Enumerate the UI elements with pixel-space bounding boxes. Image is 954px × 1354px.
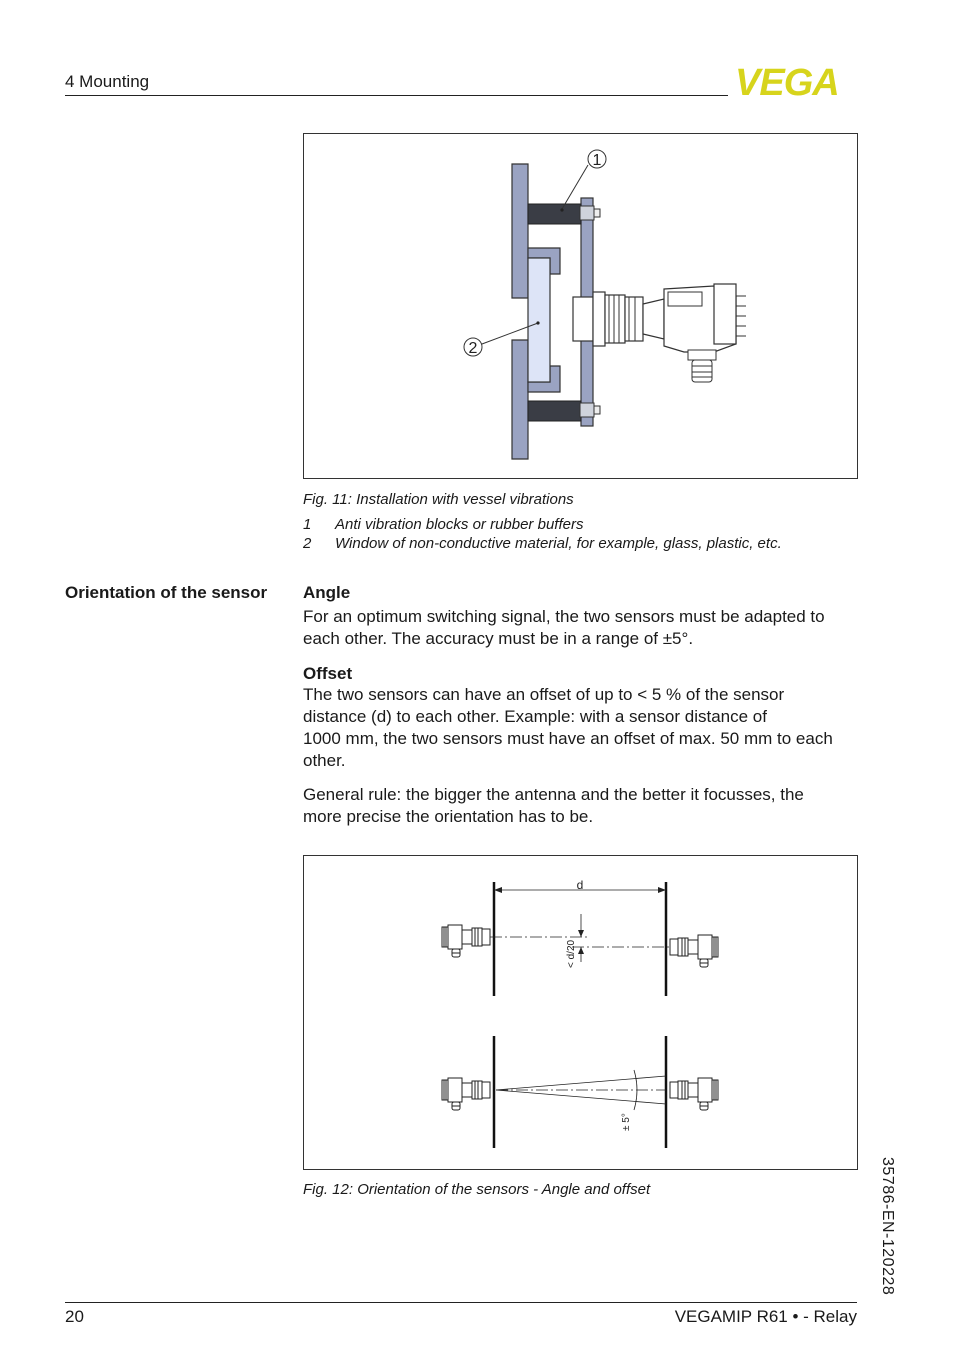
product-name: VEGAMIP R61 • - Relay bbox=[674, 1307, 857, 1326]
callout-1: 1 bbox=[592, 152, 602, 169]
offset-heading: Offset bbox=[303, 664, 353, 683]
text-line: other. bbox=[303, 751, 346, 770]
offset-paragraph bbox=[303, 684, 859, 772]
general-rule-paragraph bbox=[303, 784, 859, 828]
text-line: distance (d) to each other. Example: with a sensor distance of bbox=[303, 707, 767, 726]
legend-num: 1 bbox=[303, 516, 312, 533]
angle-heading: Angle bbox=[303, 583, 351, 602]
figure-12-orientation-diagram bbox=[303, 855, 858, 1170]
text-line: more precise the orientation has to be. bbox=[303, 807, 594, 826]
text-line: For an optimum switching signal, the two sensors must be adapted to bbox=[303, 607, 825, 626]
legend-item-1 bbox=[303, 516, 583, 533]
logo-text: VEGA bbox=[735, 64, 839, 98]
angle-label: ± 5° bbox=[621, 1113, 632, 1131]
text-line: 1000 mm, the two sensors must have an offset of max. 50 mm to each bbox=[303, 729, 833, 748]
legend-num: 2 bbox=[303, 535, 312, 552]
header-rule bbox=[65, 95, 728, 96]
callout-2: 2 bbox=[468, 340, 478, 357]
legend-text: Anti vibration blocks or rubber buffers bbox=[335, 516, 584, 533]
document-number: 35786-EN-120228 bbox=[879, 1157, 896, 1296]
figure-11-caption: Fig. 11: Installation with vessel vibrations bbox=[303, 491, 574, 508]
text-line: each other. The accuracy must be in a range of ±5°. bbox=[303, 629, 694, 648]
figure-11-installation-diagram bbox=[303, 133, 858, 479]
figure-12-caption: Fig. 12: Orientation of the sensors - Angle and offset bbox=[303, 1181, 651, 1198]
footer-rule bbox=[65, 1302, 857, 1303]
text-line: The two sensors can have an offset of up to < 5 % of the sensor bbox=[303, 685, 785, 704]
section-header: 4 Mounting bbox=[65, 72, 150, 91]
side-heading: Orientation of the sensor bbox=[65, 583, 268, 602]
angle-paragraph bbox=[303, 606, 859, 650]
vega-logo bbox=[735, 64, 857, 103]
distance-label: d bbox=[576, 878, 584, 892]
text-line: General rule: the bigger the antenna and the better it focusses, the bbox=[303, 785, 804, 804]
legend-text: Window of non-conductive material, for example, glass, plastic, etc. bbox=[335, 535, 782, 552]
page-number: 20 bbox=[65, 1307, 84, 1326]
legend-item-2 bbox=[303, 535, 782, 552]
offset-label: < d/20 bbox=[566, 939, 577, 968]
